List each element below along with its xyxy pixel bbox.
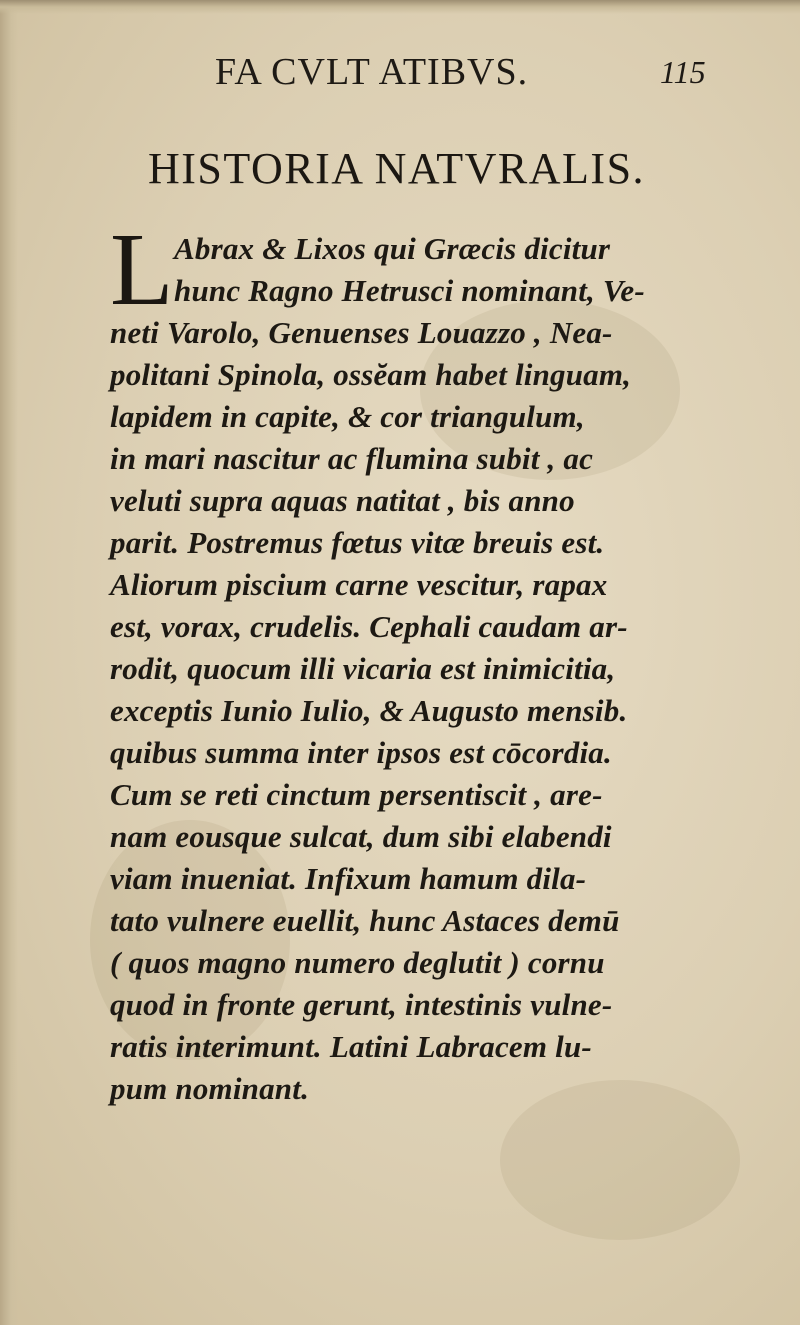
drop-cap: L: [110, 212, 174, 327]
text-line: ( quos magno numero deglutit ) cornu: [110, 945, 605, 980]
text-line: hunc Ragno Hetrusci nominant, Ve-: [174, 273, 645, 308]
text-line: nam eousque sulcat, dum sibi elabendi: [110, 819, 612, 854]
page-number: 115: [660, 54, 706, 90]
text-line: politani Spinola, ossĕam habet linguam,: [110, 357, 632, 392]
page-edge-left: [0, 0, 18, 1325]
text-line: quibus summa inter ipsos est cōcordia.: [110, 735, 612, 770]
text-line: tato vulnere euellit, hunc Astaces demū: [110, 903, 620, 938]
text-line: est, vorax, crudelis. Cephali caudam ar-: [110, 609, 628, 644]
section-heading: HISTORIA NATVRALIS.: [148, 144, 646, 193]
page-edge-top: [0, 0, 800, 14]
text-line: lapidem in capite, & cor triangulum,: [110, 399, 585, 434]
text-line: neti Varolo, Genuenses Louazzo , Nea-: [110, 315, 613, 350]
text-line: rodit, quocum illi vicaria est inimicitia,: [110, 651, 616, 686]
body-text: [110, 212, 750, 1110]
text-line: Aliorum piscium carne vescitur, rapax: [110, 567, 608, 602]
text-line: in mari nascitur ac flumina subit , ac: [110, 441, 594, 476]
text-line: Cum se reti cinctum persentiscit , are-: [110, 777, 603, 812]
text-line: exceptis Iunio Iulio, & Augusto mensib.: [110, 693, 628, 728]
text-line: viam inueniat. Infixum hamum dila-: [110, 861, 587, 896]
text-line: pum nominant.: [110, 1071, 310, 1106]
text-line: ratis interimunt. Latini Labracem lu-: [110, 1029, 592, 1064]
text-line: parit. Postremus fœtus vitæ breuis est.: [110, 525, 605, 560]
text-line: veluti supra aquas natitat , bis anno: [110, 483, 575, 518]
text-line: Abrax & Lixos qui Græcis dicitur: [174, 231, 611, 266]
running-head: [0, 48, 800, 98]
text-line: quod in fronte gerunt, intestinis vulne-: [110, 987, 613, 1022]
running-title: FA CVLT ATIBVS.: [215, 51, 529, 93]
